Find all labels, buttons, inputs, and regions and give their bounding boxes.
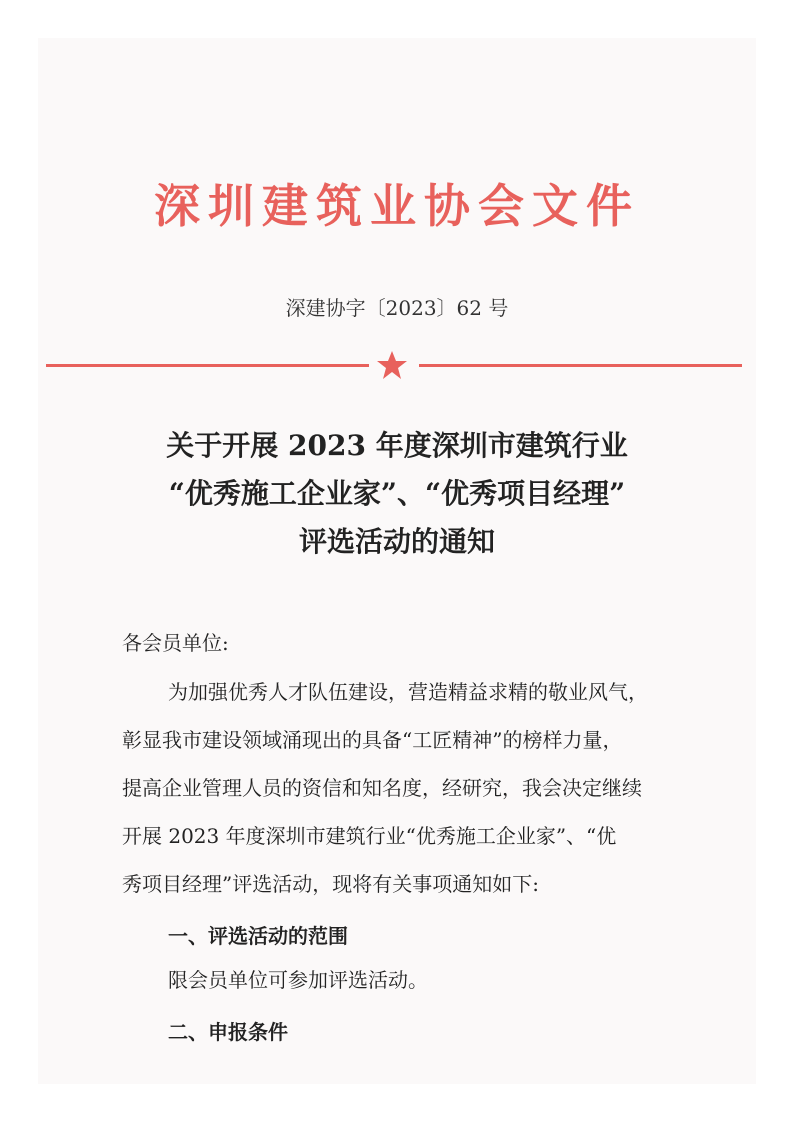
- header-rule-right: [419, 364, 742, 367]
- notice-title-line-3: 评选活动的通知: [298, 525, 495, 558]
- paragraph-line: 为加强优秀人才队伍建设，营造精益求精的敬业风气，: [168, 680, 648, 704]
- document-number: 深建协字〔2023〕62 号: [285, 296, 509, 320]
- star-icon: [374, 350, 410, 380]
- header-rule-left: [46, 364, 369, 367]
- notice-title-line-1: 关于开展 2023 年度深圳市建筑行业: [166, 429, 628, 462]
- paragraph-line: 彰显我市建设领域涌现出的具备“工匠精神”的榜样力量，: [122, 728, 623, 752]
- section-text-scope: 限会员单位可参加评选活动。: [168, 968, 428, 992]
- salutation: 各会员单位:: [122, 631, 229, 655]
- paragraph-line: 提高企业管理人员的资信和知名度，经研究，我会决定继续: [122, 776, 642, 800]
- organization-header: 深圳建筑业协会文件: [154, 179, 640, 233]
- notice-title-line-2: “优秀施工企业家”、“优秀项目经理”: [168, 477, 626, 510]
- section-heading-conditions: 二、申报条件: [168, 1020, 288, 1044]
- section-heading-scope: 一、评选活动的范围: [168, 924, 348, 948]
- paragraph-line: 开展 2023 年度深圳市建筑行业“优秀施工企业家”、“优: [122, 824, 617, 848]
- paragraph-line: 秀项目经理”评选活动，现将有关事项通知如下:: [122, 872, 539, 896]
